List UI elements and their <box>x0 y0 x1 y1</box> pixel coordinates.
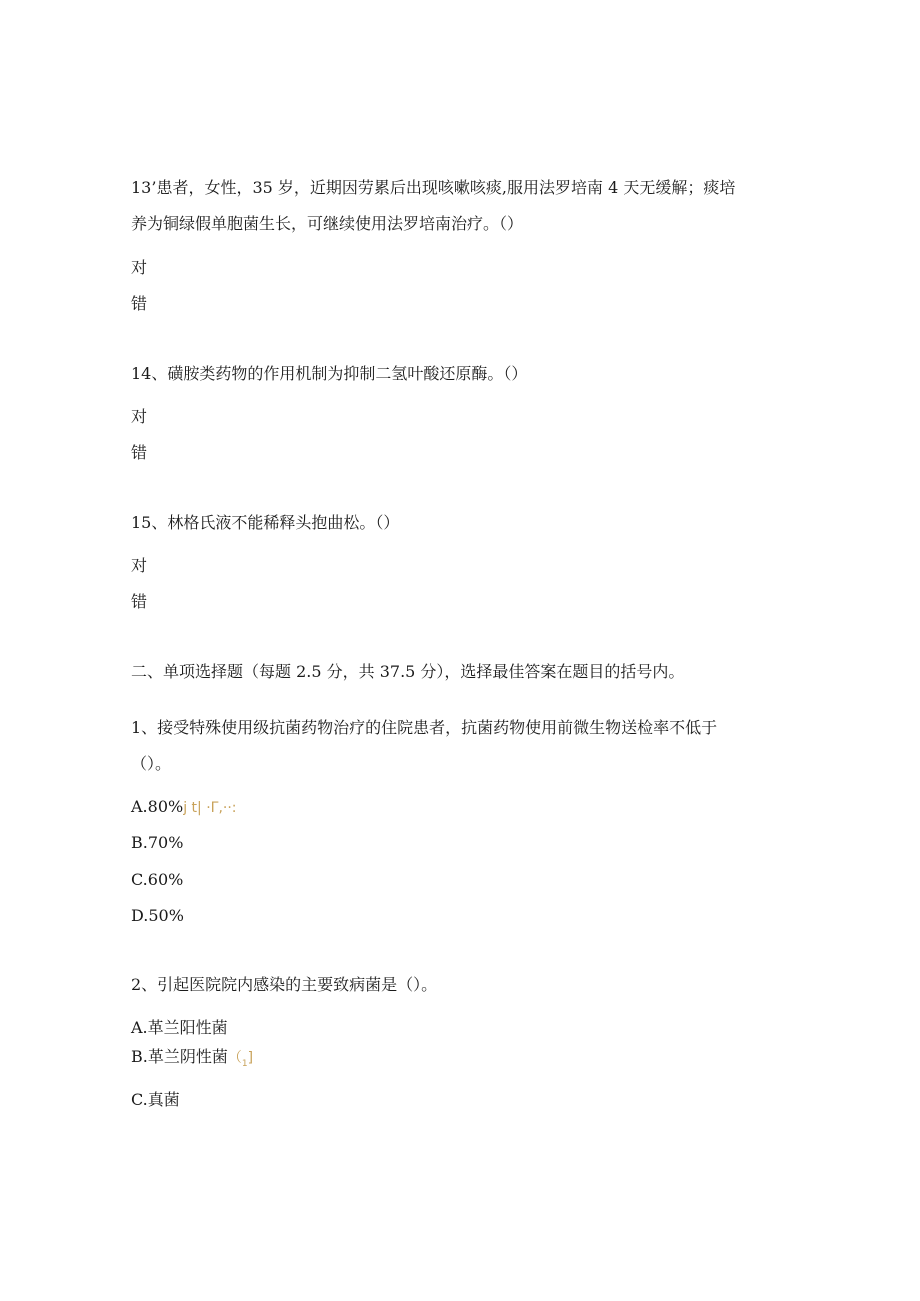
question-14-option-true[interactable]: 对 <box>131 407 148 426</box>
section-title: 二、单项选择题（每题 2.5 分，共 37.5 分），选择最佳答案在题目的括号内。 <box>131 662 685 681</box>
handwriting-mark: $(_1]$ <box>227 1050 254 1069</box>
mc-question-1-line-2: （）。 <box>131 754 172 773</box>
question-13-line-1: 13’患者，女性，35 岁，近期因劳累后出现咳嗽咳痰,服用法罗培南 4 天无缓解；痰培 <box>131 178 736 197</box>
question-15-option-true[interactable]: 对 <box>131 556 148 575</box>
question-15-text: 15、林格氏液不能稀释头抱曲松。（） <box>131 513 400 532</box>
mc-question-2-text: 2、引起医院院内感染的主要致病菌是（）。 <box>131 975 438 994</box>
mc-question-1-option-b[interactable]: B.70% <box>131 833 184 852</box>
mc-question-1-line-1: 1、接受特殊使用级抗菌药物治疗的住院患者，抗菌药物使用前微生物送检率不低于 <box>131 718 718 737</box>
mc-question-1-option-c[interactable]: C.60% <box>131 870 184 889</box>
mc-question-1-option-a[interactable] <box>131 795 237 820</box>
question-13-option-true[interactable]: 对 <box>131 258 148 277</box>
question-13-option-false[interactable]: 错 <box>131 294 148 313</box>
option-label: A.80% <box>131 797 184 816</box>
mc-question-1-option-d[interactable]: D.50% <box>131 906 184 925</box>
handwriting-mark: j t| ·Γ,··: <box>183 800 237 816</box>
question-13-line-2: 养为铜绿假单胞菌生长，可继续使用法罗培南治疗。（） <box>131 214 524 233</box>
question-14-option-false[interactable]: 错 <box>131 443 148 462</box>
mc-question-2-option-c[interactable]: C.真菌 <box>131 1090 180 1109</box>
option-label: B.革兰阴性菌 <box>131 1047 228 1066</box>
mc-question-2-option-b[interactable] <box>131 1045 253 1076</box>
question-14-text: 14、磺胺类药物的作用机制为抑制二氢叶酸还原酶。（） <box>131 364 528 383</box>
question-15-option-false[interactable]: 错 <box>131 592 148 611</box>
mc-question-2-option-a[interactable]: A.革兰阳性菌 <box>131 1018 228 1037</box>
